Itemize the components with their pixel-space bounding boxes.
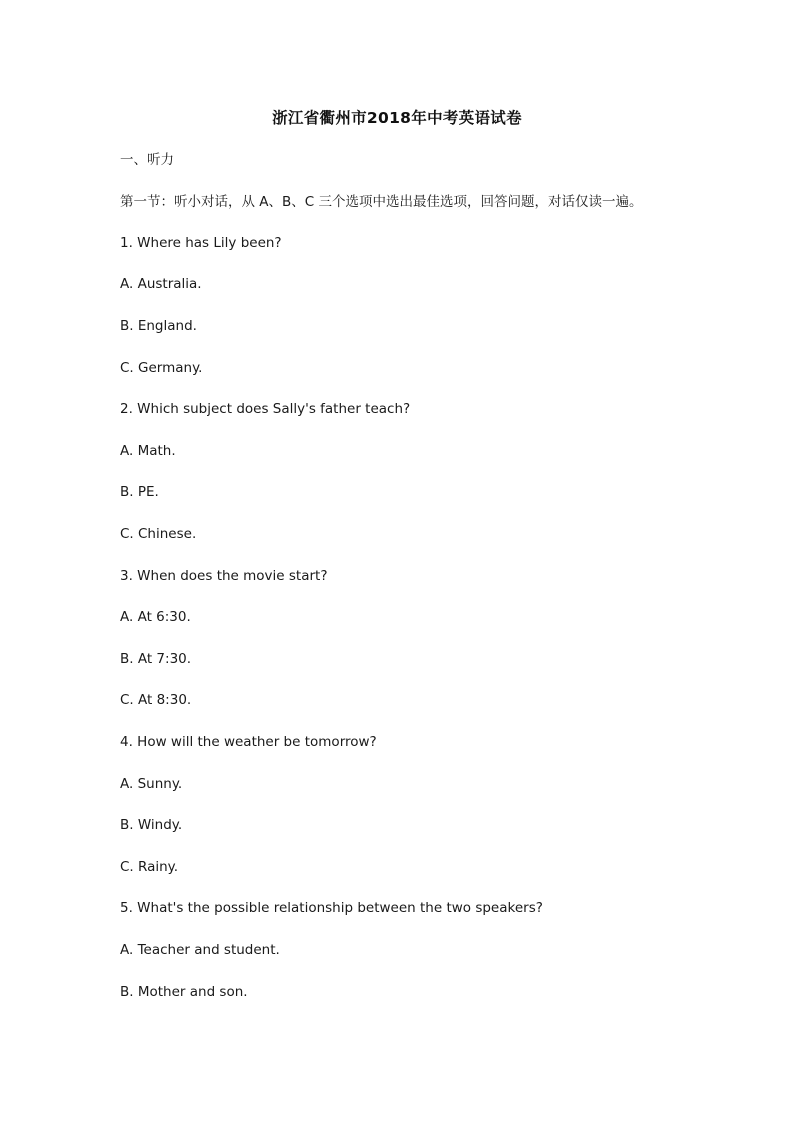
option-4a: A. Sunny. (120, 776, 183, 792)
section-instruction: 第一节：听小对话，从 A、B、C 三个选项中选出最佳选项，回答问题，对话仅读一遍。 (120, 194, 643, 210)
question-4: 4. How will the weather be tomorrow? (120, 734, 377, 750)
option-3a: A. At 6:30. (120, 609, 191, 625)
option-3b: B. At 7:30. (120, 651, 192, 667)
option-2a: A. Math. (120, 443, 176, 459)
option-2b: B. PE. (120, 484, 159, 500)
question-1: 1. Where has Lily been? (120, 235, 282, 251)
option-2c: C. Chinese. (120, 526, 197, 542)
option-3c: C. At 8:30. (120, 692, 192, 708)
question-3: 3. When does the movie start? (120, 568, 328, 584)
question-5: 5. What's the possible relationship between the two speakers? (120, 900, 543, 916)
option-1a: A. Australia. (120, 276, 202, 292)
option-4b: B. Windy. (120, 817, 183, 833)
option-1b: B. England. (120, 318, 197, 334)
option-5b: B. Mother and son. (120, 984, 248, 1000)
option-4c: C. Rainy. (120, 859, 179, 875)
option-5a: A. Teacher and student. (120, 942, 280, 958)
section-heading: 一、听力 (120, 152, 174, 168)
option-1c: C. Germany. (120, 360, 203, 376)
question-2: 2. Which subject does Sally's father teach? (120, 401, 411, 417)
document-title: 浙江省衢州市2018年中考英语试卷 (272, 109, 522, 127)
